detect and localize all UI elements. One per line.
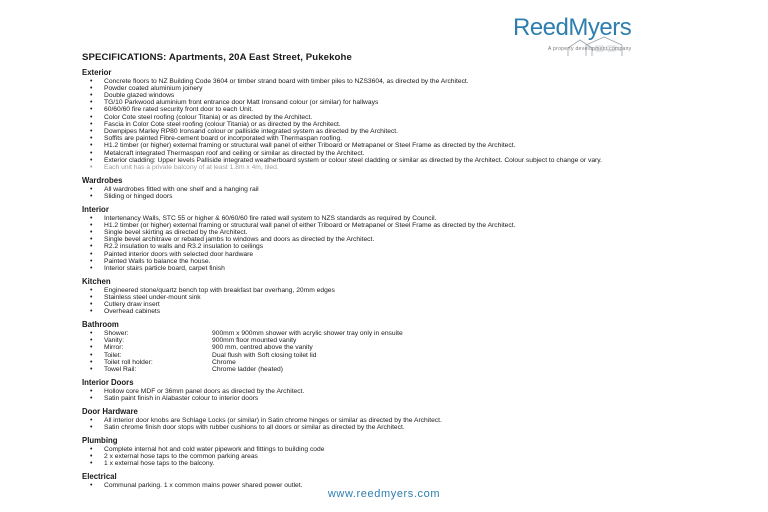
list-item: • All wardrobes fitted with one shelf and a hanging rail <box>82 186 697 193</box>
list-item: • 1 x external hose taps to the balcony. <box>82 460 697 467</box>
section-title: Kitchen <box>82 277 111 287</box>
section-title: Interior <box>82 205 109 215</box>
section-title: Exterior <box>82 68 112 77</box>
interior-doors-list <box>82 388 697 402</box>
row-value: Dual flush with Soft closing toilet lid <box>212 351 317 359</box>
section-plumbing <box>82 436 697 467</box>
section-title: Door Hardware <box>82 407 138 417</box>
wardrobes-list <box>82 186 697 200</box>
exterior-list <box>82 78 697 172</box>
section-kitchen <box>82 277 697 315</box>
list-item: • Each unit has a private balcony of at least 1.8m x 4m, tiled. <box>82 164 697 171</box>
list-item: • Color Cote steel roofing (colour Titania) or as directed by the Architect. <box>82 114 697 121</box>
bathroom-list <box>82 330 697 373</box>
list-item: • Painted Walls to balance the house. <box>82 258 697 265</box>
section-title: Electrical <box>82 472 117 482</box>
row-key: • Vanity: <box>104 337 124 345</box>
website-link[interactable]: www.reedmyers.com <box>327 488 441 500</box>
list-item: • Exterior cladding: Upper levels Palliside integrated weatherboard system or colour steel cladding or similar as directed by the Architect. Colour subject to change or vary. <box>82 157 697 164</box>
list-item: • Satin paint finish in Alabaster colour to interior doors <box>82 395 697 402</box>
list-item: • Sliding or hinged doors <box>82 193 697 200</box>
section-title: Bathroom <box>82 320 119 330</box>
section-title: Wardrobes <box>82 176 123 186</box>
list-item: • Soffits are painted Fibre-cement board or incorporated with Thermaspan roofing. <box>82 135 697 142</box>
section-interior <box>82 205 697 272</box>
section-bathroom <box>82 320 697 373</box>
list-item: • Engineered stone/quartz bench top with breakfast bar overhang, 20mm edges <box>82 287 697 294</box>
list-item: • Stainless steel under-mount sink <box>82 294 697 301</box>
list-item: • Single bevel architrave or rebated jambs to windows and doors as directed by the Architect. <box>82 236 697 243</box>
bathroom-row-vanity <box>82 337 697 344</box>
list-item: • H1.2 timber (or higher) external framing or structural wall panel of either Triboard or Metrapanel or Steel Frame as directed by the Architect. <box>82 222 697 229</box>
list-item: • 2 x external hose taps to the common parking areas <box>82 453 697 460</box>
row-value: Chrome ladder (heated) <box>212 366 283 373</box>
bathroom-row-toilet <box>82 352 697 359</box>
plumbing-list <box>82 446 697 468</box>
list-item: • Hollow core MDF or 36mm panel doors as directed by the Architect. <box>82 388 697 395</box>
list-item: • Satin chrome finish door stops with rubber cushions to all doors or similar as directed by the Architect. <box>82 424 697 431</box>
list-item: • Powder coated aluminium joinery <box>82 85 697 92</box>
list-item: • Metalcraft integrated Thermaspan roof and ceiling or similar as directed by the Architect. <box>82 150 697 157</box>
list-item: • Double glazed windows <box>82 92 697 99</box>
brand-logo <box>508 10 693 54</box>
section-wardrobes <box>82 176 697 200</box>
brand-name: ReedMyers <box>513 14 632 41</box>
section-title: Interior Doors <box>82 378 134 388</box>
section-door-hardware <box>82 407 697 431</box>
list-item: • Intertenancy Walls, STC 55 or higher & 60/60/60 fire rated wall system to NZS standards as required by Council. <box>82 215 697 222</box>
list-item: • Cutlery draw insert <box>82 301 697 308</box>
list-item: • TG/10 Parkwood aluminium front entrance door Matt Ironsand colour (or similar) for hallways <box>82 99 697 106</box>
list-item: • All interior door knobs are Schlage Locks (or similar) in Satin chrome hinges or similar as directed by the Architect. <box>82 417 697 424</box>
list-item: • Downpipes Marley RP80 Ironsand colour or palliside integrated system as directed by the Architect. <box>82 128 697 135</box>
brand-tagline: A property development company <box>548 46 632 52</box>
list-item: • Painted interior doors with selected door hardware <box>82 251 697 258</box>
list-item: • Fascia in Color Cote steel roofing (colour Titania) or as directed by the Architect. <box>82 121 697 128</box>
page-title: SPECIFICATIONS: Apartments, 20A East Street, Pukekohe <box>82 52 352 63</box>
section-electrical <box>82 472 697 489</box>
row-key: • Toilet: <box>104 351 122 359</box>
row-key: • Mirror: <box>104 344 124 352</box>
door-hardware-list <box>82 417 697 431</box>
spec-content <box>82 68 697 494</box>
bathroom-row-towel-rail <box>82 366 697 373</box>
row-value: Chrome <box>212 358 236 366</box>
list-item: • H1.2 timber (or higher) external framing or structural wall panel of either Triboard or Metrapanel or Steel Frame as directed by the Architect. <box>82 142 697 149</box>
row-value: 900mm floor mounted vanity <box>212 337 297 345</box>
section-title: Plumbing <box>82 436 118 446</box>
row-key: • Shower: <box>104 329 129 337</box>
interior-list <box>82 215 697 273</box>
list-item: • Overhead cabinets <box>82 308 697 315</box>
list-item: • Concrete floors to NZ Building Code 3604 or timber strand board with timber piles to NZS3604, as directed by the Architect. <box>82 78 697 85</box>
list-item: • Communal parking. 1 x common mains power shared power outlet. <box>82 482 697 489</box>
row-key: • Towel Rail: <box>104 366 137 373</box>
row-key: • Toilet roll holder: <box>104 358 153 366</box>
row-value: 900 mm, centred above the vanity <box>212 344 313 352</box>
bathroom-row-toilet-roll <box>82 359 697 366</box>
bathroom-row-shower <box>82 330 697 337</box>
list-item: • Single bevel skirting as directed by the Architect. <box>82 229 697 236</box>
bathroom-row-mirror <box>82 344 697 351</box>
section-interior-doors <box>82 378 697 402</box>
list-item: • Complete internal hot and cold water pipework and fittings to building code <box>82 446 697 453</box>
row-value: 900mm x 900mm shower with acrylic shower tray only in ensuite <box>212 329 403 337</box>
list-item: • 60/60/60 fire rated security front door to each Unit. <box>82 106 697 113</box>
list-item: • R2.2 insulation to walls and R3.2 insulation to ceilings <box>82 243 697 250</box>
kitchen-list <box>82 287 697 316</box>
section-exterior <box>82 68 697 171</box>
list-item: • Interior stairs particle board, carpet finish <box>82 265 697 272</box>
